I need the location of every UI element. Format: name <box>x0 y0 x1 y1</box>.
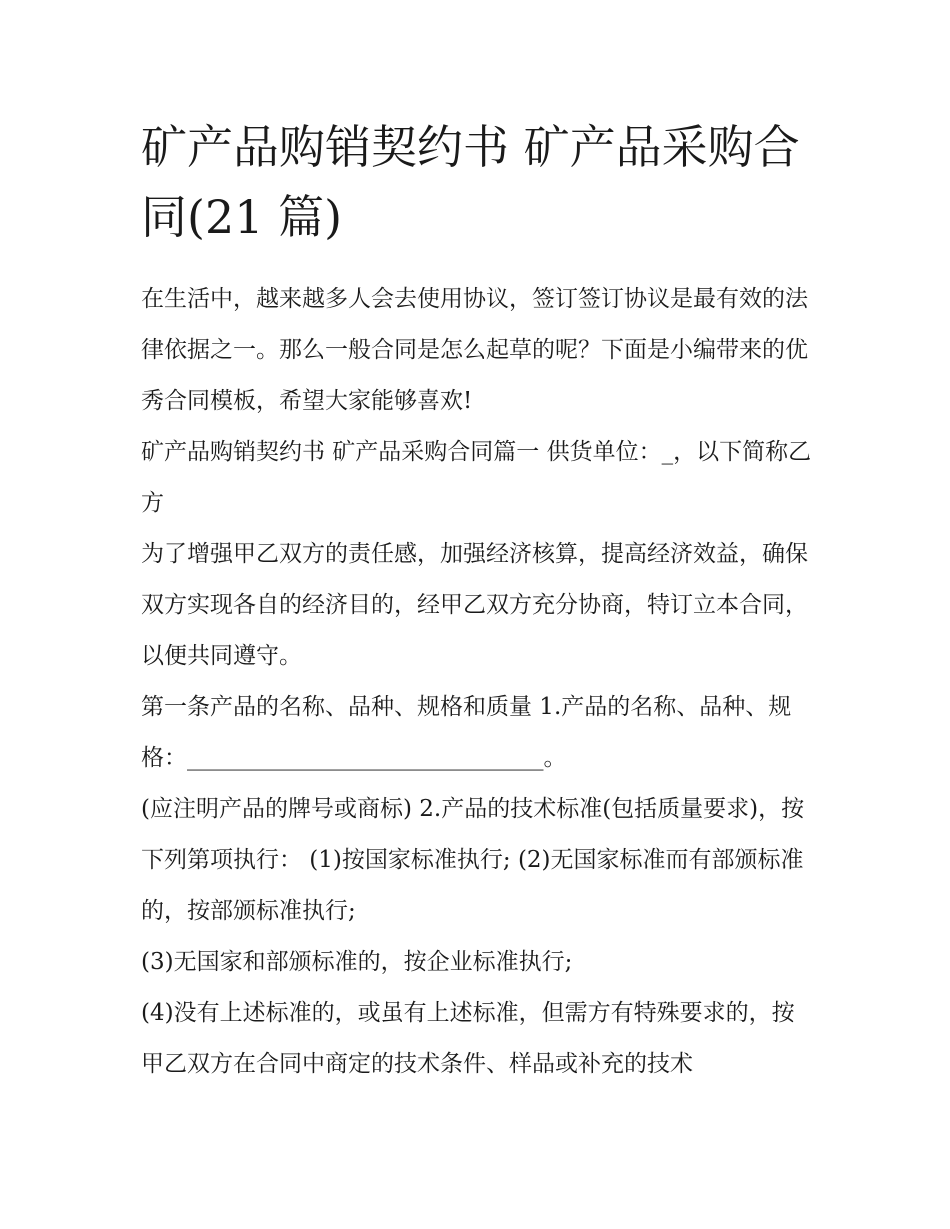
paragraph-enterprise-standard: (3)无国家和部颁标准的，按企业标准执行; <box>141 949 573 975</box>
paragraph-purpose: 为了增强甲乙双方的责任感，加强经济核算，提高经济效益，确保双方实现各自的经济目的，经甲乙双方充分协商，特订立本合同，以便共同遵守。 <box>141 541 808 669</box>
paragraph-article-one: 第一条产品的名称、品种、规格和质量 1.产品的名称、品种、规格：_______________________________。 <box>141 694 792 771</box>
paragraph-supplier: 矿产品购销契约书 矿产品采购合同篇一 供货单位：_，以下简称乙方 <box>141 439 812 516</box>
paragraph-standards: (应注明产品的牌号或商标) 2.产品的技术标准(包括质量要求)，按下列第项执行： (1)按国家标准执行; (2)无国家标准而有部颁标准的，按部颁标准执行; <box>141 796 805 924</box>
paragraph-special-requirements: (4)没有上述标准的，或虽有上述标准，但需方有特殊要求的，按甲乙双方在合同中商定的技术条件、样品或补充的技术 <box>141 1000 795 1077</box>
document-title: 矿产品购销契约书 矿产品采购合同(21 篇) <box>141 120 800 244</box>
document-page <box>141 112 817 1090</box>
paragraph-intro: 在生活中，越来越多人会去使用协议，签订签订协议是最有效的法律依据之一。那么一般合同是怎么起草的呢？下面是小编带来的优秀合同模板，希望大家能够喜欢! <box>141 286 808 414</box>
